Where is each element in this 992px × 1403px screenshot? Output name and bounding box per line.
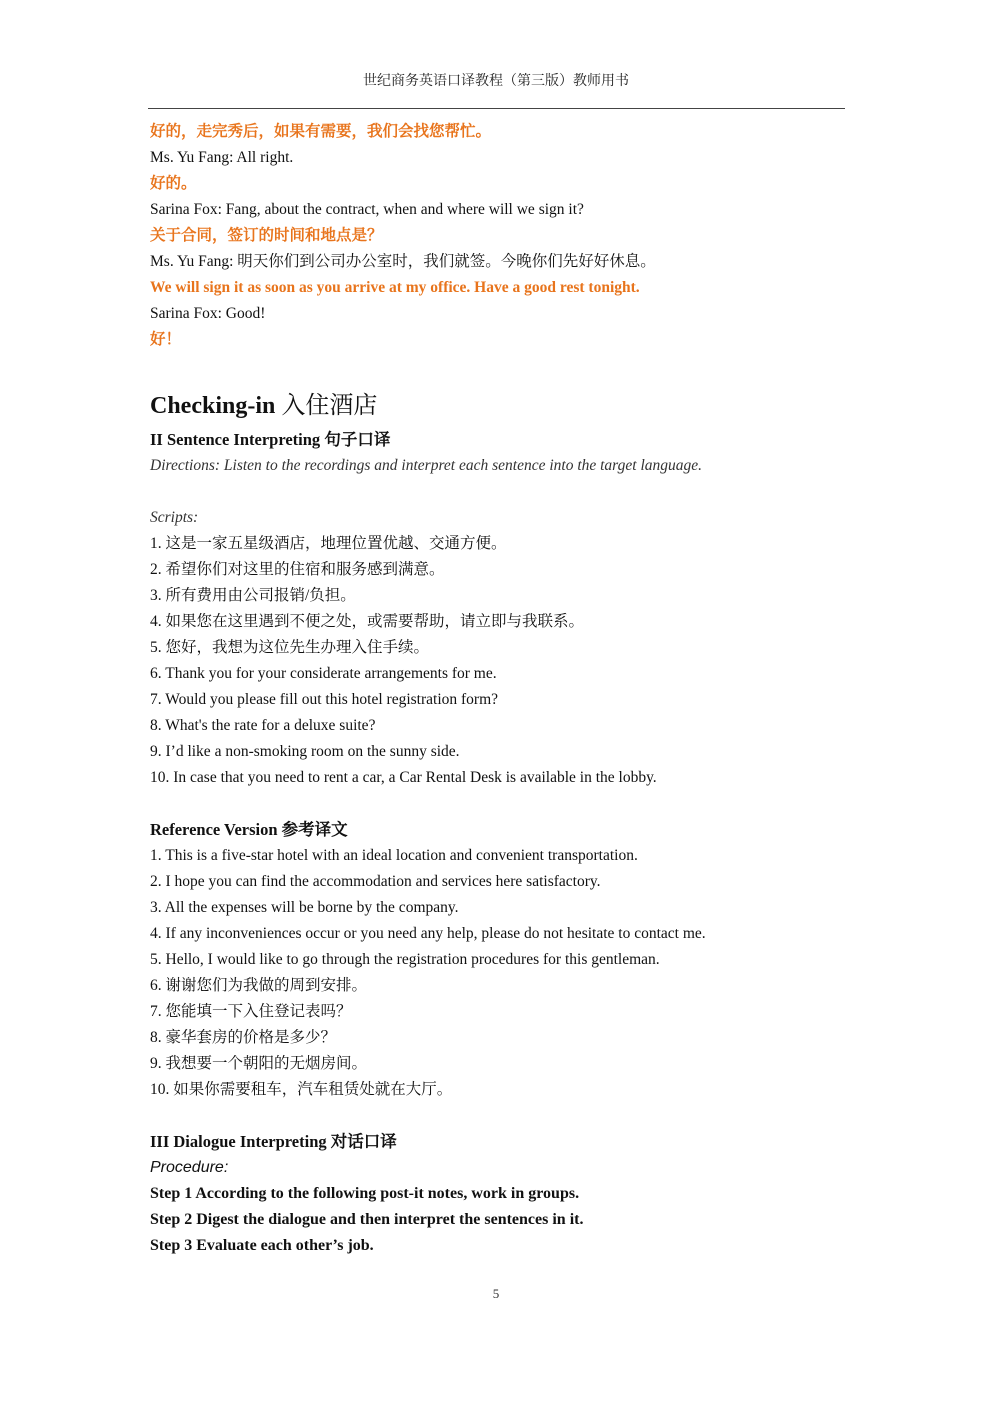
list-item: 9. 我想要一个朝阳的无烟房间。 bbox=[150, 1055, 368, 1072]
list-item: 5. 您好，我想为这位先生办理入住手续。 bbox=[150, 639, 430, 656]
list-item: 4. If any inconveniences occur or you need any help, please do not hesitate to contact me. bbox=[150, 925, 706, 942]
page-content bbox=[150, 119, 840, 1259]
procedure-label: Procedure: bbox=[150, 1159, 229, 1176]
list-item: 1. 这是一家五星级酒店，地理位置优越、交通方便。 bbox=[150, 535, 507, 552]
heading-zh: 参考译文 bbox=[281, 820, 348, 839]
list-item: 5. Hello, I would like to go through the registration procedures for this gentleman. bbox=[150, 951, 660, 968]
dialogue-line: Ms. Yu Fang: All right. bbox=[150, 149, 294, 166]
dialogue-line: Sarina Fox: Good! bbox=[150, 305, 266, 322]
heading-en: III Dialogue Interpreting bbox=[150, 1132, 327, 1151]
dialogue-line: 好的。 bbox=[150, 175, 197, 192]
list-item: 8. What's the rate for a deluxe suite? bbox=[150, 717, 376, 734]
section-title-en: Checking-in bbox=[150, 393, 276, 419]
dialogue-line: Sarina Fox: Fang, about the contract, when and where will we sign it? bbox=[150, 201, 584, 218]
heading-zh: 对话口译 bbox=[330, 1132, 397, 1151]
heading-en: Reference Version bbox=[150, 820, 278, 839]
heading-zh: 句子口译 bbox=[324, 430, 391, 449]
dialogue-line: 关于合同，签订的时间和地点是？ bbox=[150, 227, 383, 244]
list-item: 3. All the expenses will be borne by the company. bbox=[150, 899, 459, 916]
header-divider bbox=[148, 108, 845, 109]
list-item: 7. 您能填一下入住登记表吗？ bbox=[150, 1003, 352, 1020]
list-item: 2. I hope you can find the accommodation and services here satisfactory. bbox=[150, 873, 601, 890]
section-title-zh: 入住酒店 bbox=[281, 393, 378, 419]
list-item: 3. 所有费用由公司报销/负担。 bbox=[150, 587, 356, 604]
list-item: 7. Would you please fill out this hotel registration form? bbox=[150, 691, 499, 708]
list-item: 10. 如果你需要租车，汽车租赁处就在大厅。 bbox=[150, 1081, 453, 1098]
list-item: 8. 豪华套房的价格是多少？ bbox=[150, 1029, 337, 1046]
heading-en: II Sentence Interpreting bbox=[150, 430, 321, 449]
dialogue-line: 好！ bbox=[150, 331, 182, 348]
reference-list bbox=[150, 843, 840, 1103]
sentence-interpreting-heading bbox=[150, 427, 840, 453]
scripts-list bbox=[150, 531, 840, 791]
list-item: 1. This is a five-star hotel with an ideal location and convenient transportation. bbox=[150, 847, 638, 864]
dialogue-line: Ms. Yu Fang: 明天你们到公司办公室时，我们就签。今晚你们先好好休息。 bbox=[150, 253, 656, 270]
list-item: 10. In case that you need to rent a car, a Car Rental Desk is available in the lobby. bbox=[150, 769, 657, 786]
step-item: Step 1 According to the following post-it notes, work in groups. bbox=[150, 1185, 580, 1202]
dialogue-block bbox=[150, 119, 840, 353]
dialogue-line: 好的，走完秀后，如果有需要，我们会找您帮忙。 bbox=[150, 123, 492, 140]
step-item: Step 2 Digest the dialogue and then interpret the sentences in it. bbox=[150, 1211, 584, 1228]
list-item: 6. Thank you for your considerate arrangements for me. bbox=[150, 665, 497, 682]
scripts-label: Scripts: bbox=[150, 509, 199, 526]
list-item: 6. 谢谢您们为我做的周到安排。 bbox=[150, 977, 368, 994]
list-item: 9. I’d like a non-smoking room on the sunny side. bbox=[150, 743, 460, 760]
reference-version-heading bbox=[150, 817, 840, 843]
list-item: 4. 如果您在这里遇到不便之处，或需要帮助，请立即与我联系。 bbox=[150, 613, 585, 630]
dialogue-line: We will sign it as soon as you arrive at my office. Have a good rest tonight. bbox=[150, 279, 640, 296]
directions-text: Directions: Listen to the recordings and interpret each sentence into the target language. bbox=[150, 457, 703, 474]
page-number: 5 bbox=[492, 1286, 500, 1301]
list-item: 2. 希望你们对这里的住宿和服务感到满意。 bbox=[150, 561, 445, 578]
running-header: 世纪商务英语口译教程（第三版）教师用书 bbox=[363, 74, 629, 89]
section-title bbox=[150, 387, 840, 425]
step-item: Step 3 Evaluate each other’s job. bbox=[150, 1237, 374, 1254]
dialogue-interpreting-heading bbox=[150, 1129, 840, 1155]
steps-list bbox=[150, 1181, 840, 1259]
